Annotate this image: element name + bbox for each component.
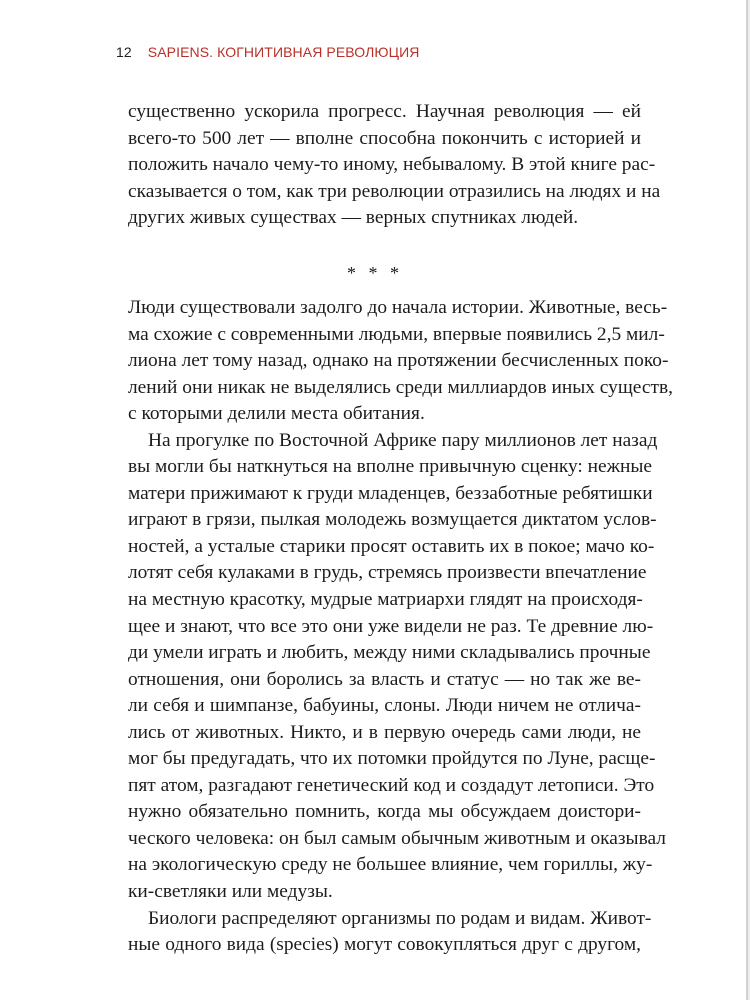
text-line: лотят себя кулаками в грудь, стремясь произвести впечатление <box>128 562 647 584</box>
text-line: существенно ускорила прогресс. Научная революция — ей <box>128 101 641 122</box>
text-line: щее и знают, что все это они уже видели не раз. Те древние лю- <box>128 615 654 637</box>
text-line: сказывается о том, как три революции отразились на людях и на <box>128 180 661 202</box>
page-number: 12 <box>116 44 132 60</box>
text-line: играют в грязи, пылкая молодежь возмущается диктатом услов- <box>128 509 657 531</box>
text-line: вы могли бы наткнуться на вполне привычную сценку: нежные <box>128 456 653 478</box>
text-line: лений они никак не выделялись среди миллиардов иных существ, <box>128 376 673 398</box>
main-text <box>128 295 673 959</box>
text-line: Люди существовали задолго до начала истории. Животные, весь- <box>128 297 668 318</box>
text-line: лиона лет тому назад, однако на протяжении бесчисленных поко- <box>128 350 669 372</box>
text-line: лись от животных. Никто, и в первую очередь сами люди, не <box>128 721 641 743</box>
text-line: ки-светляки или медузы. <box>128 881 333 903</box>
text-line: ди умели играть и любить, между ними складывались прочные <box>128 642 651 664</box>
text-line: нужно обязательно помнить, когда мы обсуждаем доистори- <box>128 801 641 823</box>
text-line: всего-то 500 лет — вполне способна покончить с историей и <box>128 127 641 149</box>
text-line: ли себя и шимпанзе, бабуины, слоны. Люди ничем не отлича- <box>128 695 641 717</box>
text-line: ма схожие с современными людьми, впервые появились 2,5 мил- <box>128 323 665 345</box>
text-line: пят атом, разгадают генетический код и создадут летописи. Это <box>128 774 655 796</box>
chapter-title: КОГНИТИВНАЯ РЕВОЛЮЦИЯ <box>217 44 420 60</box>
book-title: SAPIENS <box>147 44 210 60</box>
text-line: на экологическую среду не большее влияние, чем гориллы, жу- <box>128 854 653 876</box>
text-line: с которыми делили места обитания. <box>128 403 425 425</box>
section-break: * * * <box>347 263 403 283</box>
text-line: ные одного вида (species) могут совокупляться друг с другом, <box>128 934 641 956</box>
text-line: мог бы предугадать, что их потомки пройдутся по Луне, расще- <box>128 748 656 770</box>
text-line: Биологи распределяют организмы по родам и видам. Живот- <box>148 907 652 929</box>
running-header <box>116 44 419 60</box>
text-line: отношения, они боролись за власть и статус — но так же ве- <box>128 668 641 690</box>
text-line: других живых существах — верных спутниках людей. <box>128 207 579 229</box>
text-line: ческого человека: он был самым обычным животным и оказывал <box>128 827 666 849</box>
paragraph-continuation <box>128 99 661 232</box>
text-line: матери прижимают к груди младенцев, беззаботные ребятишки <box>128 482 653 504</box>
text-line: ностей, а усталые старики просят оставить их в покое; мачо ко- <box>128 535 655 557</box>
text-line: положить начало чему-то иному, небывалому. В этой книге рас- <box>128 154 656 176</box>
text-line: На прогулке по Восточной Африке пару миллионов лет назад <box>148 429 658 451</box>
text-line: на местную красотку, мудрые матриархи глядят на происходя- <box>128 589 643 611</box>
title-separator: . <box>209 44 218 60</box>
